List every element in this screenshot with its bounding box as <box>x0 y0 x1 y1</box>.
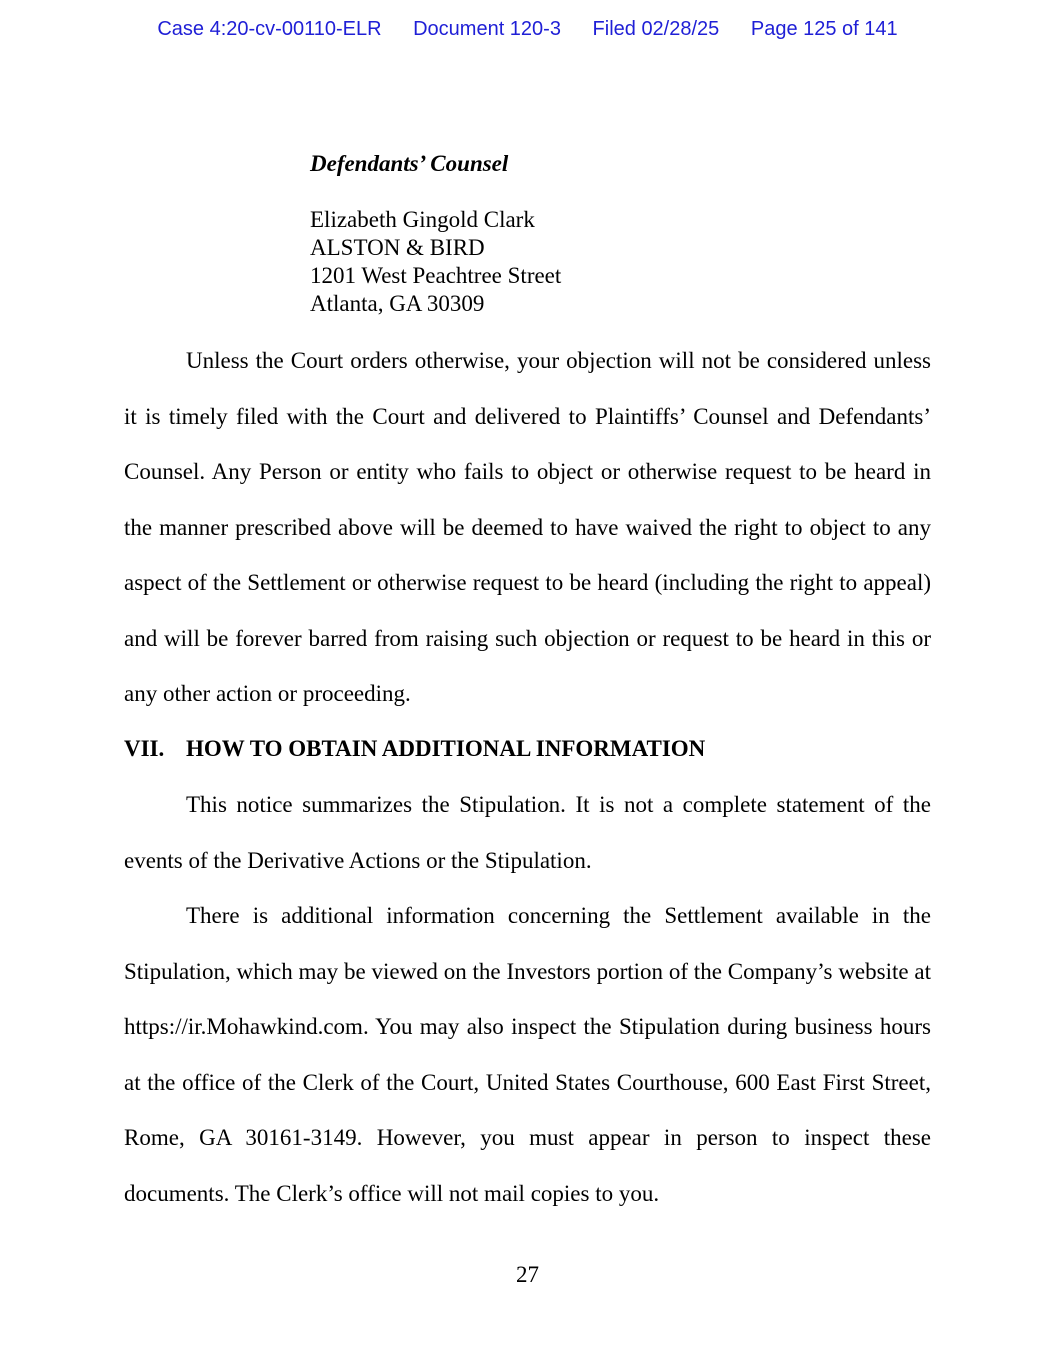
summary-paragraph: This notice summarizes the Stipulation. It is not a complete statement of the events of the Derivative Actions or the Stipulation. <box>124 792 931 873</box>
counsel-firm: ALSTON & BIRD <box>310 235 485 260</box>
header-filed-date: Filed 02/28/25 <box>592 18 720 40</box>
counsel-street: 1201 West Peachtree Street <box>310 263 562 288</box>
section-title: HOW TO OBTAIN ADDITIONAL INFORMATION <box>186 736 706 761</box>
counsel-name: Elizabeth Gingold Clark <box>310 207 535 232</box>
defendants-counsel-heading: Defendants’ Counsel <box>310 151 509 176</box>
counsel-address-block <box>310 206 561 318</box>
additional-info-paragraph: There is additional information concerning the Settlement available in the Stipulation, which may be viewed on the Investors portion of the Company’s website at https://ir.Mohawkind.com. You may also inspect the Stipulation during business hours at the office of the Clerk of the Court, United States Courthouse, 600 East First Street, Rome, GA 30161-3149. However, you must appear in person to inspect these documents. The Clerk’s office will not mail copies to you. <box>124 903 931 1206</box>
section-heading <box>124 736 705 762</box>
section-number: VII. <box>124 736 165 761</box>
objection-paragraph: Unless the Court orders otherwise, your objection will not be considered unless it is timely filed with the Court and delivered to Plaintiffs’ Counsel and Defendants’ Counsel. Any Person or entity who fails to object or otherwise request to be heard in the manner prescribed above will be deemed to have waived the right to object to any aspect of the Settlement or otherwise request to be heard (including the right to appeal) and will be forever barred from raising such objection or request to be heard in this or any other action or proceeding. <box>124 348 931 706</box>
counsel-city: Atlanta, GA 30309 <box>310 291 485 316</box>
page-number: 27 <box>516 1262 539 1287</box>
header-case-number: Case 4:20-cv-00110-ELR <box>157 18 382 40</box>
ecf-header <box>0 18 1055 41</box>
header-document-number: Document 120-3 <box>413 18 561 40</box>
header-page-count: Page 125 of 141 <box>750 18 898 40</box>
